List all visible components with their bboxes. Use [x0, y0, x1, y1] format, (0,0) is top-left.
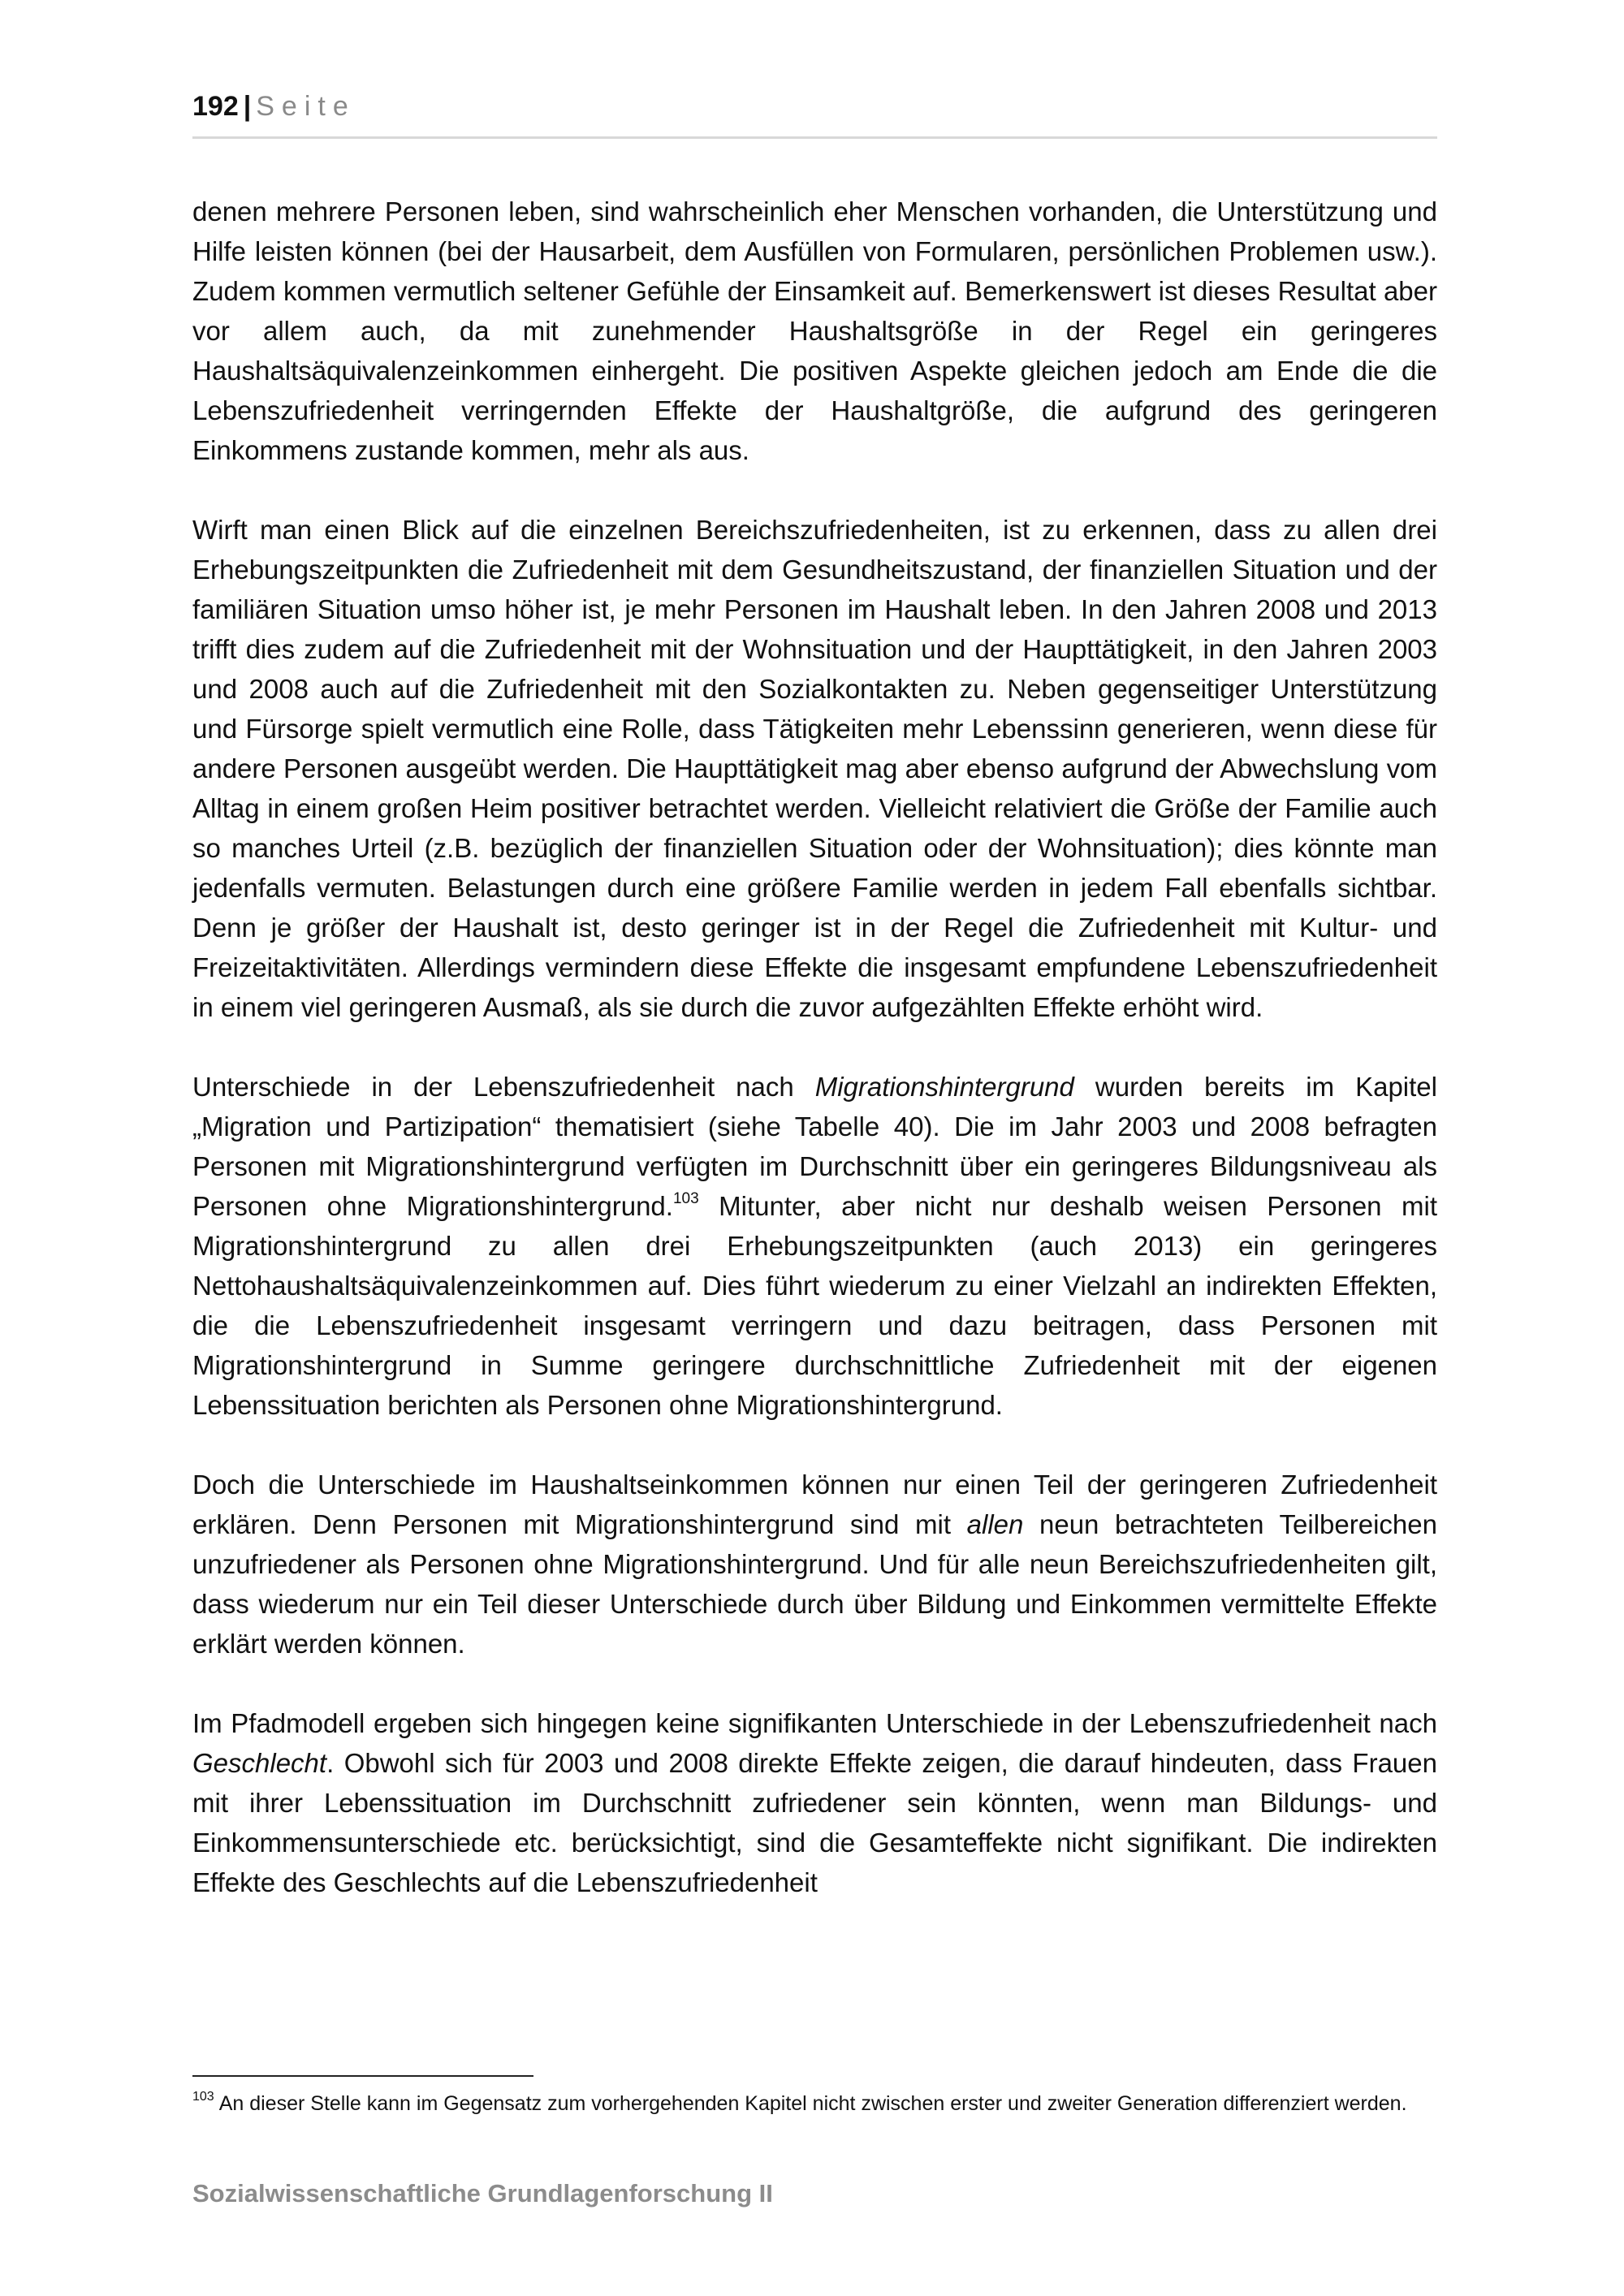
- paragraph-text: denen mehrere Personen leben, sind wahrscheinlich eher Menschen vorhanden, die Unterstützung und Hilfe leisten können (bei der Hausarbeit, dem Ausfüllen von Formularen, persönlichen Problemen usw.). Zudem kommen vermutlich seltener Gefühle der Einsamkeit auf. Bemerkenswert ist dieses Resultat aber vor allem auch, da mit zunehmender Haushaltsgröße in der Regel ein geringeres Haushaltsäquivalenzeinkommen einhergeht. Die positiven Aspekte gleichen jedoch am Ende die die Lebenszufriedenheit verringernden Effekte der Haushaltgröße, die aufgrund des geringeren Einkommens zustande kommen, mehr als aus.: [192, 196, 1437, 465]
- footnote-number: 103: [192, 2090, 214, 2104]
- page-header-label: Seite: [256, 91, 356, 122]
- paragraph-text: . Obwohl sich für 2003 und 2008 direkte Effekte zeigen, die darauf hindeuten, dass Frauen mit ihrer Lebenssituation im Durchschnitt zufriedener sein könnten, wenn man Bildungs- und Einkommensunterschiede etc. berücksichtigt, sind die Gesamteffekte nicht signifikant. Die indirekten Effekte des Geschlechts auf die Lebenszufriedenheit: [192, 1748, 1437, 1897]
- paragraph-income-differences: [192, 1465, 1437, 1664]
- paragraph-text: neun betrachteten Teilbereichen unzufriedener als Personen ohne Migrationshintergrund. Und für alle neun Bereichszufriedenheiten gilt, dass wiederum nur ein Teil dieser Unterschiede durch über Bildung und Einkommen vermittelte Effekte erklärt werden können.: [192, 1509, 1437, 1659]
- paragraph-text: Im Pfadmodell ergeben sich hingegen keine signifikanten Unterschiede in der Lebenszufriedenheit nach: [192, 1708, 1437, 1738]
- footnote-text: An dieser Stelle kann im Gegensatz zum vorhergehenden Kapitel nicht zwischen erster und zweiter Generation differenziert werden.: [218, 2092, 1407, 2115]
- paragraph-migration-background: [192, 1067, 1437, 1425]
- publication-title: Sozialwissenschaftliche Grundlagenforschung II: [192, 2179, 773, 2208]
- page-header: [192, 91, 1437, 139]
- emphasis-term: allen: [966, 1509, 1024, 1539]
- footnote-reference[interactable]: 103: [672, 1190, 699, 1207]
- page-header-separator: |: [243, 91, 252, 122]
- page-footer: [192, 2179, 773, 2208]
- paragraph-domain-satisfaction: [192, 510, 1437, 1027]
- paragraph-household-size: [192, 192, 1437, 470]
- emphasis-term: Migrationshintergrund: [814, 1072, 1074, 1102]
- footnote-divider: [192, 2075, 533, 2077]
- page-number: 192: [192, 91, 239, 122]
- paragraph-text: Wirft man einen Blick auf die einzelnen Bereichszufriedenheiten, ist zu erkennen, dass zu allen drei Erhebungszeitpunkten die Zufriedenheit mit dem Gesundheitszustand, der finanziellen Situation und der familiären Situation umso höher ist, je mehr Personen im Haushalt leben. In den Jahren 2008 und 2013 trifft dies zudem auf die Zufriedenheit mit der Wohnsituation und der Haupttätigkeit, in den Jahren 2003 und 2008 auch auf die Zufriedenheit mit den Sozialkontakten zu. Neben gegenseitiger Unterstützung und Fürsorge spielt vermutlich eine Rolle, dass Tätigkeiten mehr Lebenssinn generieren, wenn diese für andere Personen ausgeübt werden. Die Haupttätigkeit mag aber ebenso aufgrund der Abwechslung vom Alltag in einem großen Heim positiver betrachtet werden. Vielleicht relativiert die Größe der Familie auch so manches Urteil (z.B. bezüglich der finanziellen Situation oder der Wohnsituation); dies könnte man jedenfalls vermuten. Belastungen durch eine größere Familie werden in jedem Fall ebenfalls sichtbar. Denn je größer der Haushalt ist, desto geringer ist in der Regel die Zufriedenheit mit Kultur- und Freizeitaktivitäten. Allerdings vermindern diese Effekte die insgesamt empfundene Lebenszufriedenheit in einem viel geringeren Ausmaß, als sie durch die zuvor aufgezählten Effekte erhöht wird.: [192, 515, 1437, 1022]
- paragraph-text: Doch die Unterschiede im Haushaltseinkommen können nur einen Teil der geringeren Zufriedenheit erklären. Denn Personen mit Migrationshintergrund sind mit: [192, 1470, 1437, 1539]
- footnotes: [192, 2088, 1437, 2119]
- emphasis-term: Geschlecht: [192, 1748, 327, 1778]
- paragraph-text: Mitunter, aber nicht nur deshalb weisen Personen mit Migrationshintergrund zu allen drei Erhebungszeitpunkten (auch 2013) ein geringeres Nettohaushaltsäquivalenzeinkommen auf. Dies führt wiederum zu einer Vielzahl an indirekten Effekten, die die Lebenszufriedenheit insgesamt verringern und dazu beitragen, dass Personen mit Migrationshintergrund in Summe geringere durchschnittliche Zufriedenheit mit der eigenen Lebenssituation berichten als Personen ohne Migrationshintergrund.: [192, 1191, 1437, 1420]
- footnote-103: [192, 2088, 1437, 2119]
- paragraph-text: Unterschiede in der Lebenszufriedenheit nach: [192, 1072, 815, 1102]
- paragraph-text: wurden bereits im Kapitel „Migration und Partizipation“ thematisiert (siehe Tabelle 40). Die im Jahr 2003 und 2008 befragten Personen mit Migrationshintergrund verfügten im Durchschnitt über ein geringeres Bildungsniveau als Personen ohne Migrationshintergrund.: [192, 1072, 1437, 1221]
- body-text: [192, 192, 1437, 1942]
- paragraph-gender: [192, 1703, 1437, 1902]
